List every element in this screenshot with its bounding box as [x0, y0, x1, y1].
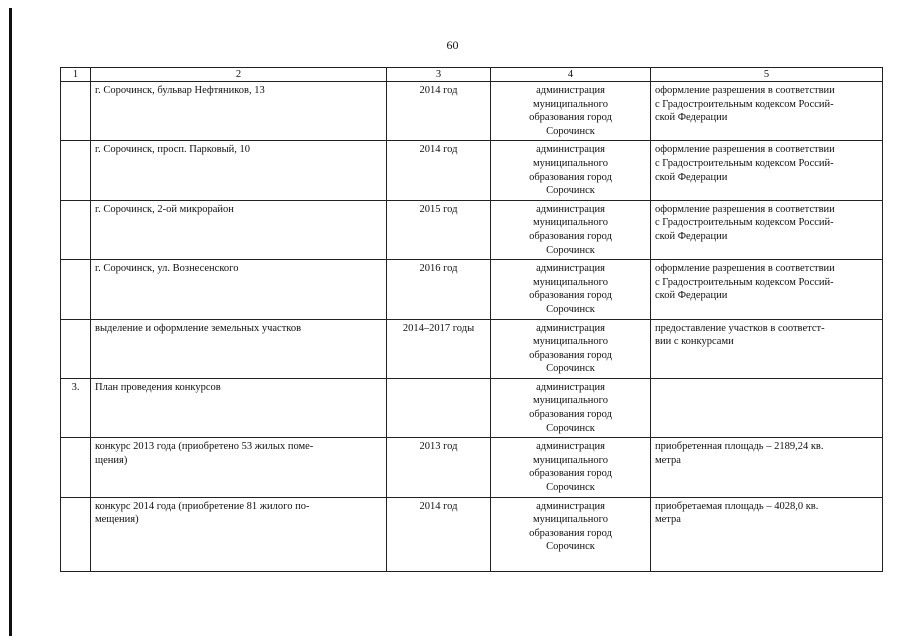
- table-row: [61, 378, 883, 437]
- result-line: с Градостроительным кодексом Россий-: [655, 98, 834, 110]
- year-cell: 2014–2017 годы: [387, 319, 491, 378]
- responsible-cell: [491, 497, 651, 571]
- table-row: [61, 438, 883, 497]
- responsible-line: администрация: [536, 144, 605, 156]
- result-cell: [651, 141, 883, 200]
- responsible-line: Сорочинск: [546, 541, 595, 553]
- responsible-line: администрация: [536, 500, 605, 512]
- result-cell: [651, 260, 883, 319]
- result-cell: [651, 200, 883, 259]
- responsible-line: муниципального: [533, 514, 608, 526]
- responsible-line: образования город: [529, 112, 612, 124]
- responsible-line: муниципального: [533, 276, 608, 288]
- responsible-line: образования город: [529, 230, 612, 242]
- year-cell: [387, 378, 491, 437]
- result-line: оформление разрешения в соответствии: [655, 144, 835, 156]
- plan-table: [60, 67, 883, 572]
- result-line: ской Федерации: [655, 171, 728, 183]
- year-cell: 2013 год: [387, 438, 491, 497]
- table-row: [61, 319, 883, 378]
- year-cell: 2014 год: [387, 497, 491, 571]
- table-row: [61, 141, 883, 200]
- activity-cell: г. Сорочинск, 2-ой микрорайон: [91, 200, 387, 259]
- row-number-cell: [61, 141, 91, 200]
- result-cell: [651, 438, 883, 497]
- responsible-line: муниципального: [533, 395, 608, 407]
- activity-cell: г. Сорочинск, ул. Вознесенского: [91, 260, 387, 319]
- responsible-cell: [491, 200, 651, 259]
- result-line: с Градостроительным кодексом Россий-: [655, 157, 834, 169]
- responsible-line: администрация: [536, 322, 605, 334]
- result-cell: [651, 319, 883, 378]
- row-number-cell: [61, 319, 91, 378]
- responsible-line: образования город: [529, 527, 612, 539]
- responsible-line: администрация: [536, 263, 605, 275]
- responsible-line: муниципального: [533, 454, 608, 466]
- result-line: оформление разрешения в соответствии: [655, 203, 835, 215]
- responsible-line: Сорочинск: [546, 244, 595, 256]
- result-line: с Градостроительным кодексом Россий-: [655, 217, 834, 229]
- activity-cell: г. Сорочинск, бульвар Нефтяников, 13: [91, 82, 387, 141]
- activity-cell: выделение и оформление земельных участков: [91, 319, 387, 378]
- result-line: оформление разрешения в соответствии: [655, 263, 835, 275]
- result-line: ской Федерации: [655, 230, 728, 242]
- year-cell: 2015 год: [387, 200, 491, 259]
- row-number-cell: [61, 260, 91, 319]
- page-number: 60: [446, 38, 459, 52]
- column-header: 2: [91, 68, 387, 82]
- responsible-line: образования город: [529, 290, 612, 302]
- year-cell: 2016 год: [387, 260, 491, 319]
- result-line: метра: [655, 514, 681, 526]
- table-row: [61, 497, 883, 571]
- responsible-cell: [491, 378, 651, 437]
- responsible-line: администрация: [536, 381, 605, 393]
- responsible-line: образования город: [529, 468, 612, 480]
- table-row: [61, 260, 883, 319]
- responsible-line: образования город: [529, 349, 612, 361]
- activity-cell: г. Сорочинск, просп. Парковый, 10: [91, 141, 387, 200]
- result-line: ской Федерации: [655, 290, 728, 302]
- row-number-cell: [61, 200, 91, 259]
- responsible-line: администрация: [536, 85, 605, 96]
- activity-cell: конкурс 2014 года (приобретение 81 жилого по- мещения): [91, 497, 387, 571]
- responsible-cell: [491, 141, 651, 200]
- result-line: приобретенная площадь – 2189,24 кв.: [655, 441, 824, 453]
- result-line: вии с конкурсами: [655, 336, 734, 348]
- result-line: ской Федерации: [655, 112, 728, 124]
- responsible-line: Сорочинск: [546, 125, 595, 137]
- row-number-cell: [61, 438, 91, 497]
- responsible-line: Сорочинск: [546, 482, 595, 494]
- margin-line: [9, 8, 12, 636]
- activity-cell: конкурс 2013 года (приобретено 53 жилых поме- щения): [91, 438, 387, 497]
- result-line: оформление разрешения в соответствии: [655, 85, 835, 96]
- row-number-cell: [61, 497, 91, 571]
- responsible-line: Сорочинск: [546, 363, 595, 375]
- year-cell: 2014 год: [387, 141, 491, 200]
- column-header: 1: [61, 68, 91, 82]
- responsible-line: муниципального: [533, 157, 608, 169]
- responsible-line: администрация: [536, 203, 605, 215]
- activity-cell: План проведения конкурсов: [91, 378, 387, 437]
- responsible-cell: [491, 260, 651, 319]
- table-row: [61, 82, 883, 141]
- responsible-line: Сорочинск: [546, 303, 595, 315]
- result-line: предоставление участков в соответст-: [655, 322, 825, 334]
- column-header: 3: [387, 68, 491, 82]
- result-cell: [651, 497, 883, 571]
- responsible-line: Сорочинск: [546, 185, 595, 197]
- responsible-line: администрация: [536, 441, 605, 453]
- result-line: с Градостроительным кодексом Россий-: [655, 276, 834, 288]
- responsible-cell: [491, 82, 651, 141]
- row-number-cell: 3.: [61, 378, 91, 437]
- responsible-line: муниципального: [533, 336, 608, 348]
- result-line: метра: [655, 454, 681, 466]
- column-header: 5: [651, 68, 883, 82]
- responsible-line: Сорочинск: [546, 422, 595, 434]
- responsible-line: муниципального: [533, 217, 608, 229]
- result-cell: [651, 378, 883, 437]
- responsible-line: образования город: [529, 409, 612, 421]
- responsible-cell: [491, 438, 651, 497]
- row-number-cell: [61, 82, 91, 141]
- header-row: [61, 68, 883, 82]
- responsible-cell: [491, 319, 651, 378]
- column-header: 4: [491, 68, 651, 82]
- result-line: приобретаемая площадь – 4028,0 кв.: [655, 500, 819, 512]
- table-body: [61, 82, 883, 572]
- result-cell: [651, 82, 883, 141]
- responsible-line: муниципального: [533, 98, 608, 110]
- year-cell: 2014 год: [387, 82, 491, 141]
- table-row: [61, 200, 883, 259]
- responsible-line: образования город: [529, 171, 612, 183]
